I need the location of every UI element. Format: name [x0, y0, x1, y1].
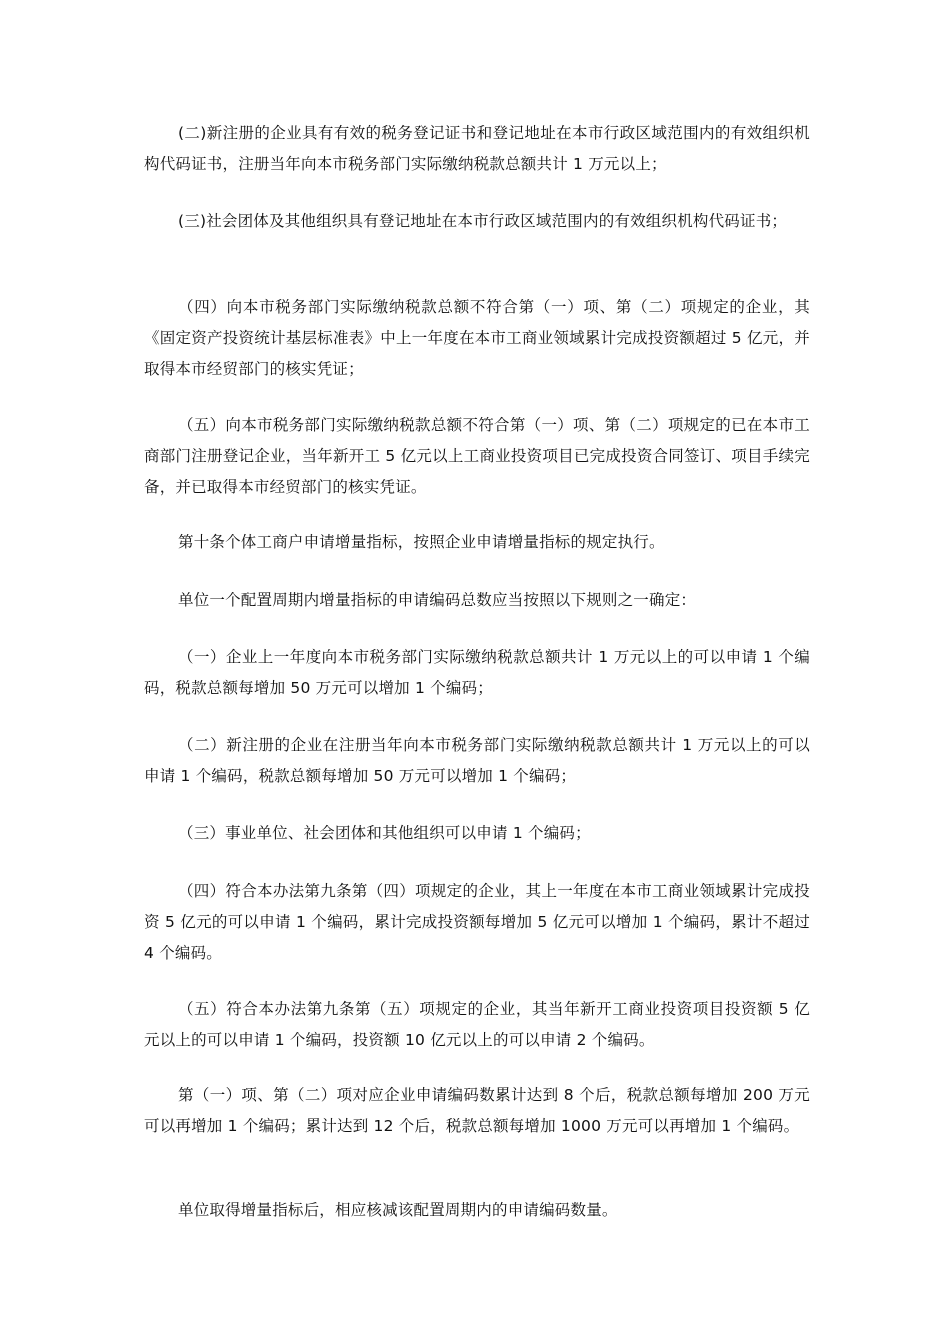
paragraph-rule-1: （一）企业上一年度向本市税务部门实际缴纳税款总额共计 1 万元以上的可以申请 1 个编码，税款总额每增加 50 万元可以增加 1 个编码； — [144, 648, 810, 697]
paragraph-rule-5: （五）符合本办法第九条第（五）项规定的企业，其当年新开工商业投资项目投资额 5 亿元以上的可以申请 1 个编码，投资额 10 亿元以上的可以申请 2 个编码。 — [144, 1000, 810, 1049]
paragraph-item-5-new-projects: （五）向本市税务部门实际缴纳税款总额不符合第（一）项、第（二）项规定的已在本市工商部门注册登记企业，当年新开工 5 亿元以上工商业投资项目已完成投资合同签订、项目手续完备，并已取得本市经贸部门的核实凭证。 — [144, 416, 810, 496]
paragraph-rule-2: （二）新注册的企业在注册当年向本市税务部门实际缴纳税款总额共计 1 万元以上的可以申请 1 个编码，税款总额每增加 50 万元可以增加 1 个编码； — [144, 736, 810, 785]
paragraph-rule-4: （四）符合本办法第九条第（四）项规定的企业，其上一年度在本市工商业领域累计完成投资 5 亿元的可以申请 1 个编码，累计完成投资额每增加 5 亿元可以增加 1 个编码，累计不超过 4 个编码。 — [144, 882, 810, 962]
paragraph-item-4-investment: （四）向本市税务部门实际缴纳税款总额不符合第（一）项、第（二）项规定的企业，其《固定资产投资统计基层标准表》中上一年度在本市工商业领域累计完成投资额超过 5 亿元，并取得本市经贸部门的核实凭证； — [144, 298, 810, 378]
paragraph-rule-3: （三）事业单位、社会团体和其他组织可以申请 1 个编码； — [178, 824, 591, 842]
paragraph-item-2-registration: (二)新注册的企业具有有效的税务登记证书和登记地址在本市行政区域范围内的有效组织机构代码证书，注册当年向本市税务部门实际缴纳税款总额共计 1 万元以上； — [144, 124, 810, 173]
paragraph-code-rules-intro: 单位一个配置周期内增量指标的申请编码总数应当按照以下规则之一确定： — [178, 591, 697, 609]
paragraph-item-3-social-groups: (三)社会团体及其他组织具有登记地址在本市行政区域范围内的有效组织机构代码证书； — [178, 212, 788, 230]
paragraph-cumulative-rule: 第（一）项、第（二）项对应企业申请编码数累计达到 8 个后，税款总额每增加 200 万元可以再增加 1 个编码；累计达到 12 个后，税款总额每增加 1000 万元可以再增加 1 个编码。 — [144, 1086, 810, 1135]
paragraph-deduction: 单位取得增量指标后，相应核减该配置周期内的申请编码数量。 — [178, 1201, 618, 1219]
paragraph-article-10: 第十条个体工商户申请增量指标，按照企业申请增量指标的规定执行。 — [178, 533, 665, 551]
